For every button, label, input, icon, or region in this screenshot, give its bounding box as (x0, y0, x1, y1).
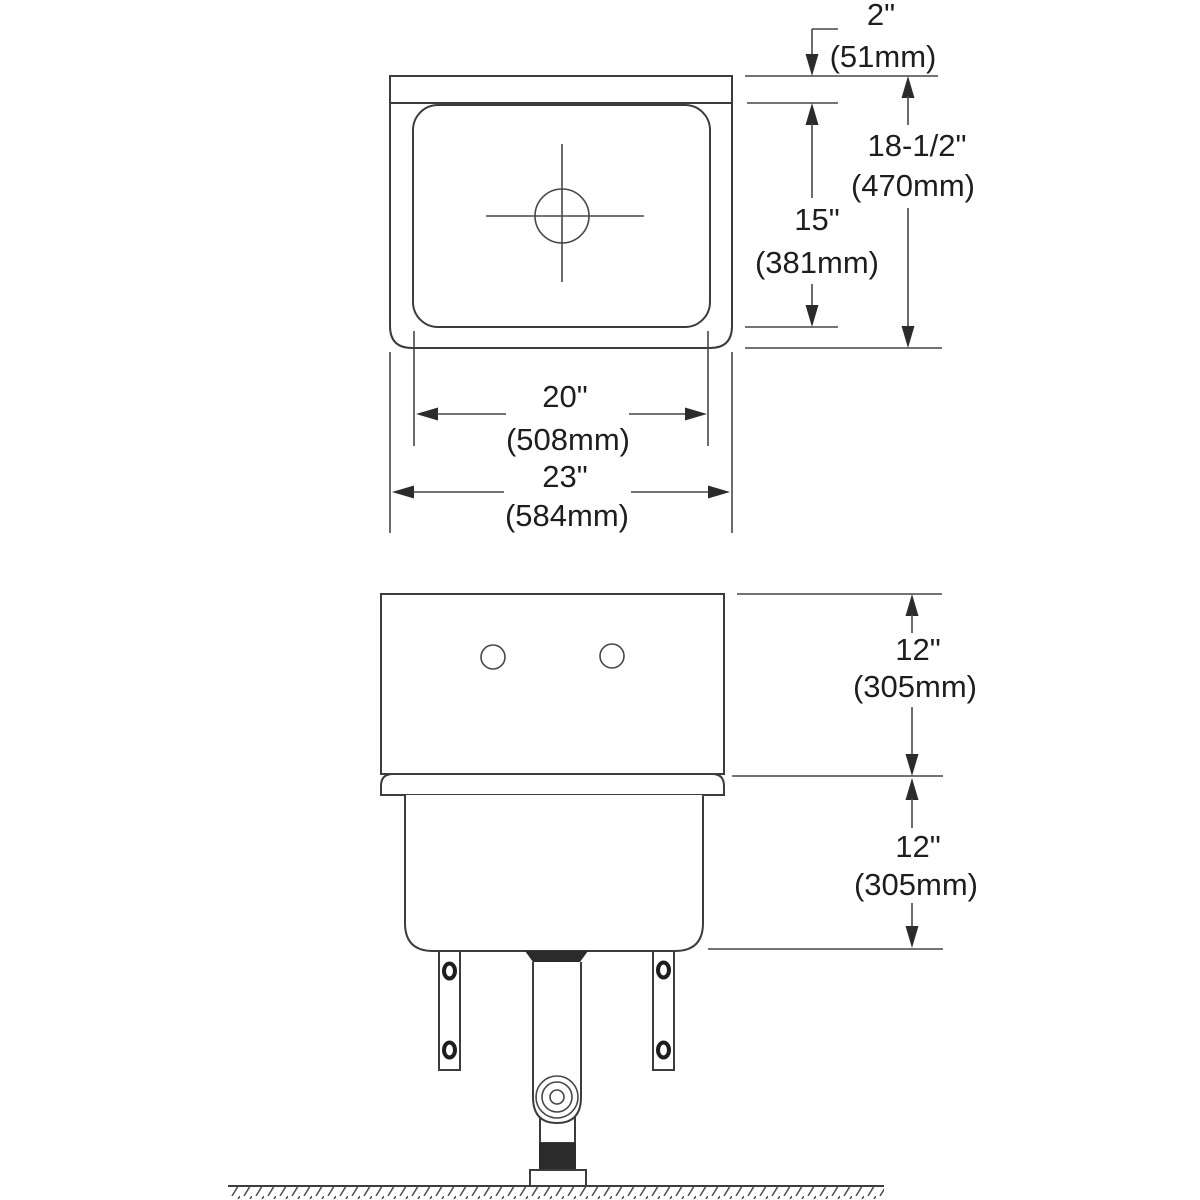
dim-ledge-metric: (51mm) (829, 39, 937, 74)
arrow-down-icon (906, 926, 919, 948)
arrow-up-icon (902, 76, 915, 98)
faucet-hole-right (600, 644, 624, 668)
arrow-down-icon (902, 326, 915, 348)
arrow-left-icon (416, 408, 438, 421)
arrow-left-icon (392, 486, 414, 499)
dim-bowl-width-metric: (508mm) (505, 422, 631, 457)
bowl-body (405, 795, 703, 951)
front-rim (381, 774, 724, 795)
plan-extension-lines (390, 76, 942, 533)
floor (228, 1186, 884, 1199)
bracket-bolt-hole (658, 1043, 669, 1058)
dim-bowl-depth (755, 103, 879, 327)
drain-coupling (539, 1143, 576, 1170)
dim-bowl-depth-inches: 15" (794, 202, 840, 237)
plan-outer-rim (390, 76, 732, 348)
arrow-up-icon (906, 778, 919, 800)
bracket-bolt-hole (444, 964, 455, 979)
dim-overall-width (392, 459, 730, 533)
backsplash-panel (381, 594, 724, 774)
dim-overall-depth-inches: 18-1/2" (867, 128, 967, 163)
arrow-down-icon (906, 754, 919, 776)
dim-backsplash-height-metric: (305mm) (852, 669, 978, 704)
mounting-bracket-left (439, 951, 460, 1070)
bracket-bolt-hole (444, 1043, 455, 1058)
floor-flange (530, 1170, 586, 1186)
dim-overall-width-inches: 23" (542, 459, 588, 494)
bracket-bolt-hole (658, 963, 669, 978)
drain-flange-stub (525, 951, 588, 962)
dim-bowl-height-metric: (305mm) (853, 867, 979, 902)
dim-overall-width-metric: (584mm) (504, 498, 630, 533)
arrow-right-icon (708, 486, 730, 499)
dim-bowl-width-inches: 20" (542, 379, 588, 414)
plan-view (390, 0, 975, 533)
arrow-down-icon (806, 305, 819, 327)
mounting-bracket-right (653, 951, 674, 1070)
tailpiece-pipe (533, 962, 581, 1123)
dim-backsplash-height (853, 594, 977, 776)
floor-hatching (228, 1186, 884, 1199)
dim-bowl-width (416, 379, 707, 457)
faucet-hole-left (481, 645, 505, 669)
arrow-up-icon (806, 103, 819, 125)
dim-bowl-depth-metric: (381mm) (754, 245, 880, 280)
dim-overall-depth-metric: (470mm) (850, 168, 976, 203)
front-view (228, 594, 978, 1199)
arrow-right-icon (685, 408, 707, 421)
drain-assembly (525, 951, 588, 1186)
dim-ledge-inches: 2" (866, 0, 896, 32)
arrow-down-icon (806, 54, 819, 76)
dim-backsplash-height-inches: 12" (895, 632, 941, 667)
arrow-up-icon (906, 594, 919, 616)
dim-overall-depth (851, 76, 975, 348)
dim-bowl-height (854, 778, 978, 948)
dim-ledge-depth (806, 0, 937, 76)
dim-bowl-height-inches: 12" (895, 829, 941, 864)
